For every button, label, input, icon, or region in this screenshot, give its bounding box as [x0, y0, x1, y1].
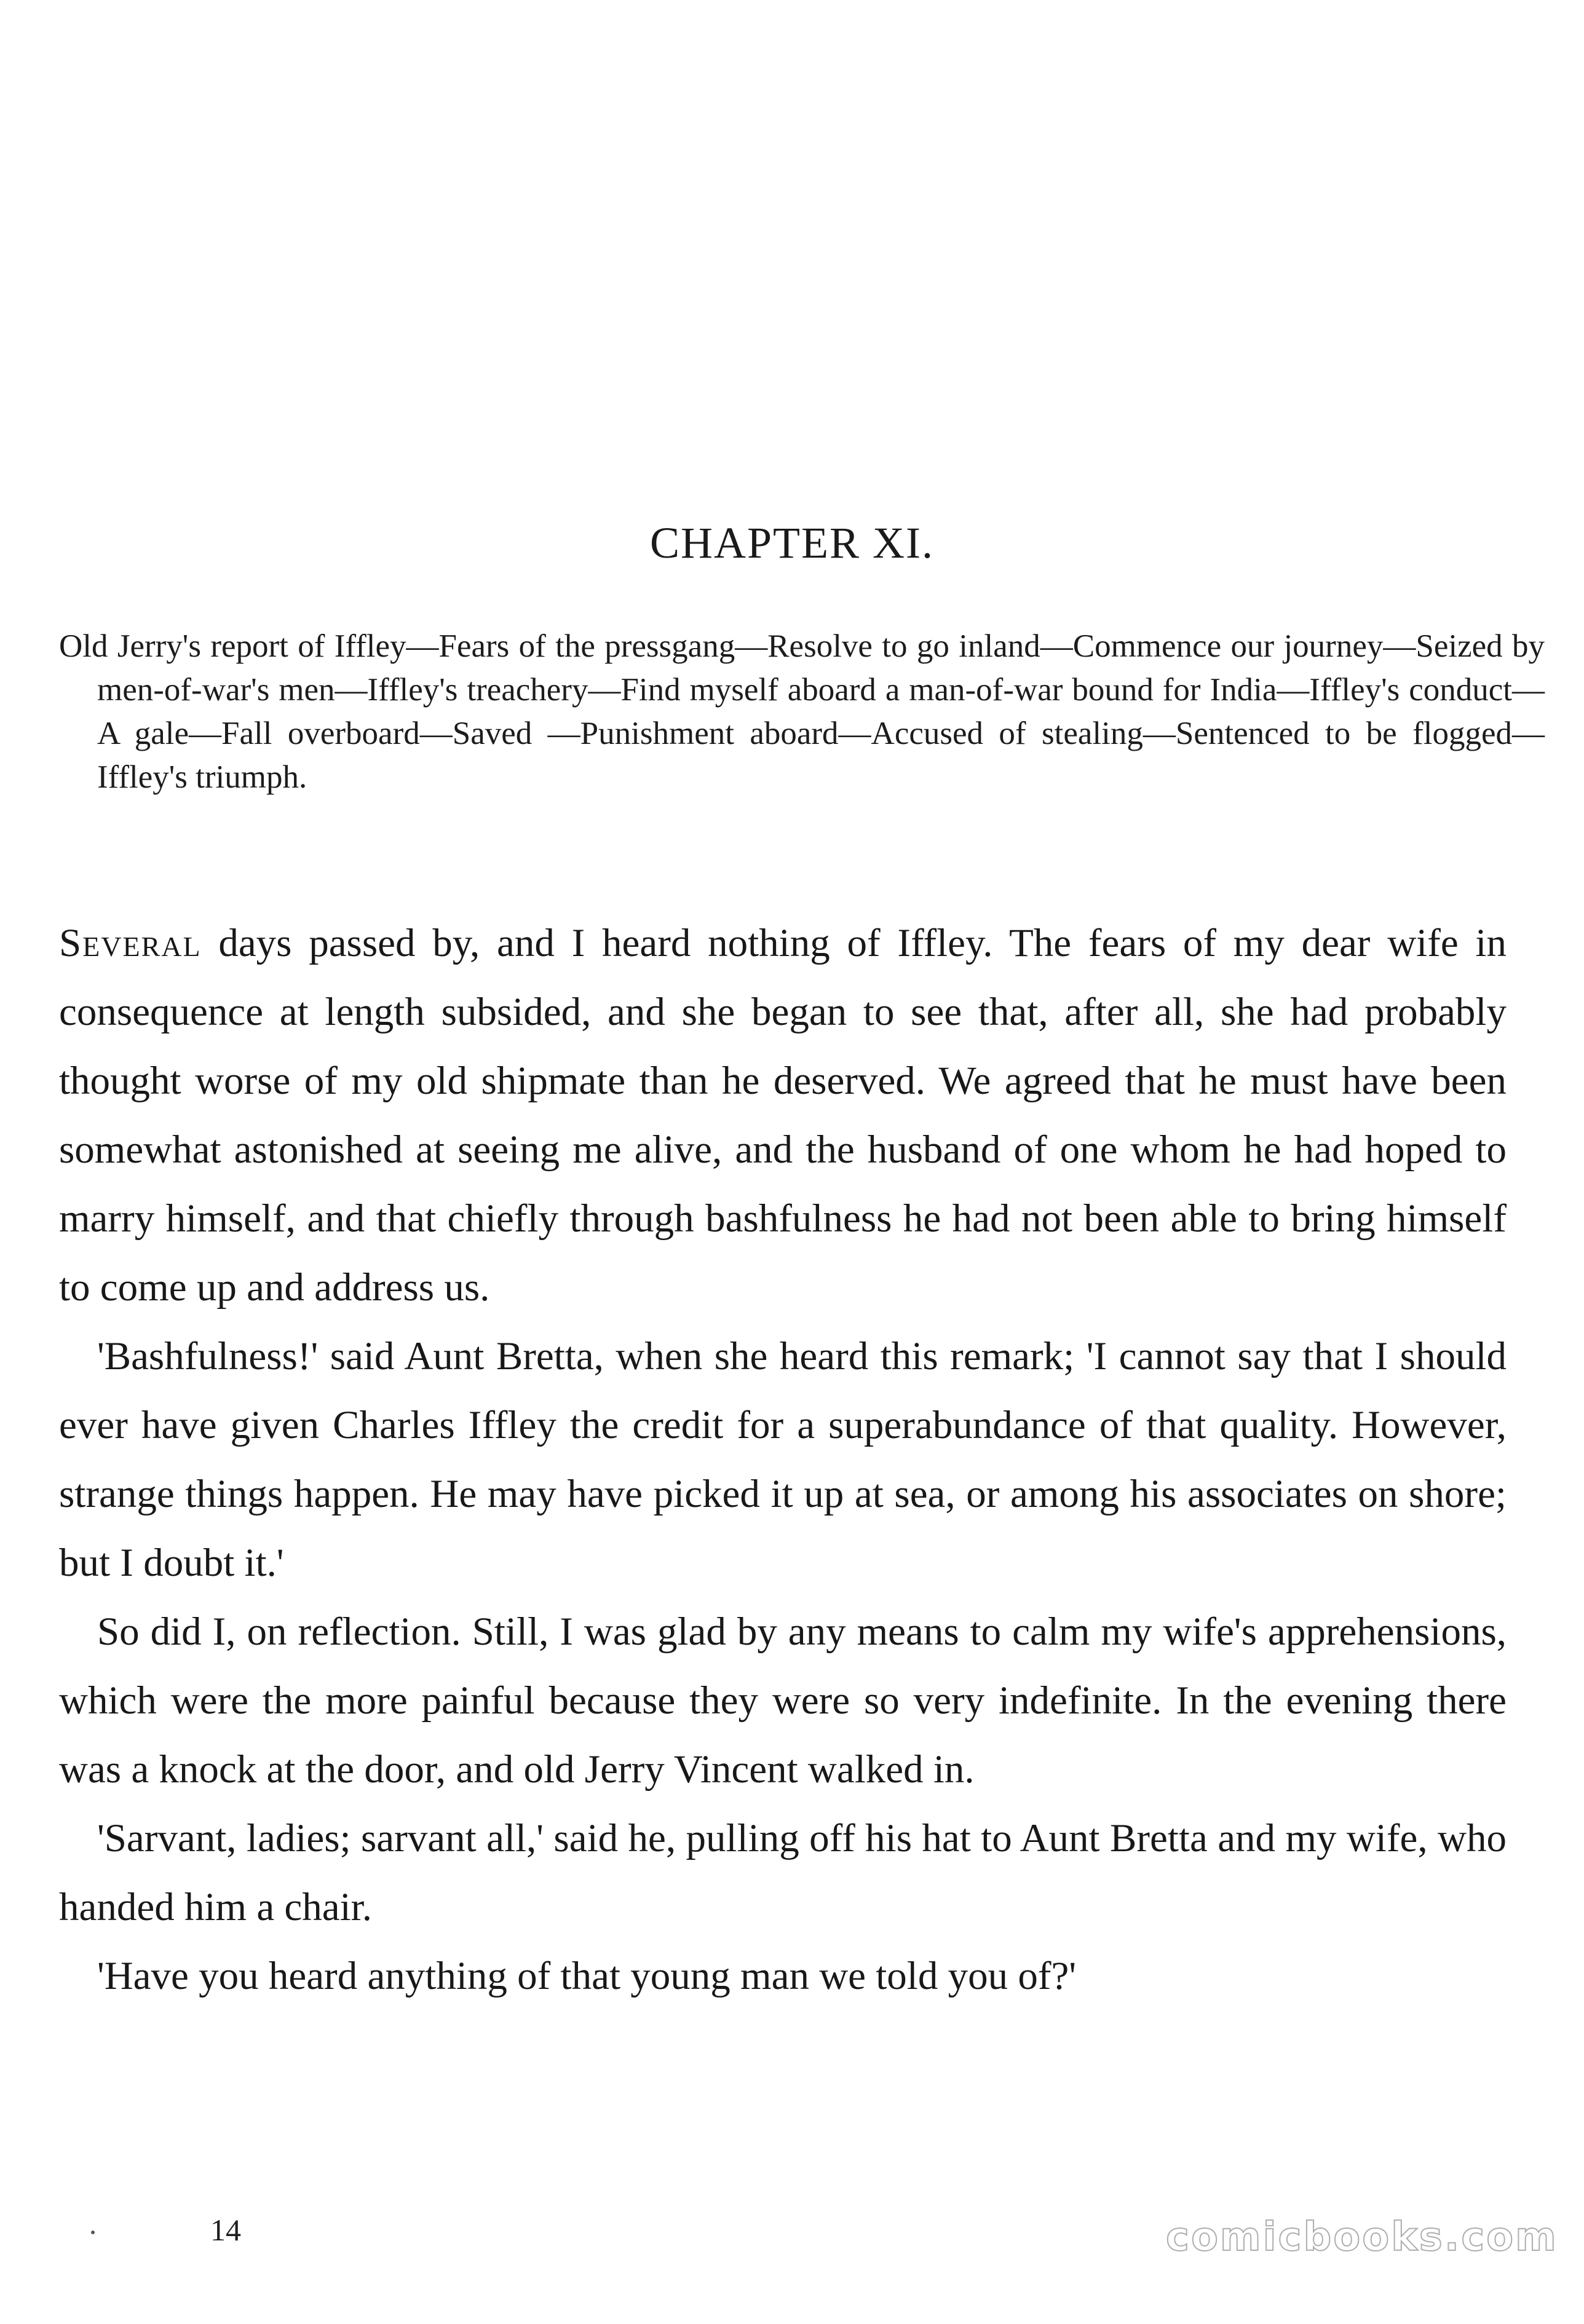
paragraph-5: 'Have you heard anything of that young man we told you of?' — [97, 1954, 1077, 1998]
chapter-body — [59, 909, 1507, 2010]
opening-word: Several — [59, 921, 202, 965]
paragraph-4: 'Sarvant, ladies; sarvant all,' said he, pulling off his hat to Aunt Bretta and my wife, who handed him a chair. — [59, 1816, 1507, 1929]
paragraph-1 — [59, 909, 1507, 1322]
paragraph-3: So did I, on reflection. Still, I was glad by any means to calm my wife's apprehensions, which were the more painful because they were so very indefinite. In the evening there was a knock at the door, and old Jerry Vincent walked in. — [59, 1610, 1507, 1792]
stray-mark — [91, 2231, 95, 2234]
paragraph-2: 'Bashfulness!' said Aunt Bretta, when she heard this remark; 'I cannot say that I should ever have given Charles Iffley the credit for a superabundance of that quality. However, strange things happen. He may have picked it up at sea, or among his associates on shore; but I doubt it.' — [59, 1334, 1507, 1585]
chapter-summary: Old Jerry's report of Iffley—Fears of the pressgang—Resolve to go inland—Commence our journey—Seized by men-of-war's men—Iffley's treachery—Find myself aboard a man-of-war bound for India—Iffley's conduct—A gale—Fall overboard—Saved —Punishment aboard—Accused of stealing—Sentenced to be flogged—Iffley's triumph. — [59, 628, 1545, 795]
page-number: 14 — [210, 2213, 241, 2247]
watermark-logo: comicbooks.com — [1166, 2215, 1558, 2260]
paragraph-1-text: days passed by, and I heard nothing of Iffley. The fears of my dear wife in consequence at length subsided, and she began to see that, after all, she had probably thought worse of my old shipmate than he deserved. We agreed that he must have been somewhat astonished at seeing me alive, and the husband of one whom he had hoped to marry himself, and that chiefly through bashfulness he had not been able to bring himself to come up and address us. — [59, 921, 1507, 1310]
chapter-title: CHAPTER XI. — [649, 518, 934, 567]
